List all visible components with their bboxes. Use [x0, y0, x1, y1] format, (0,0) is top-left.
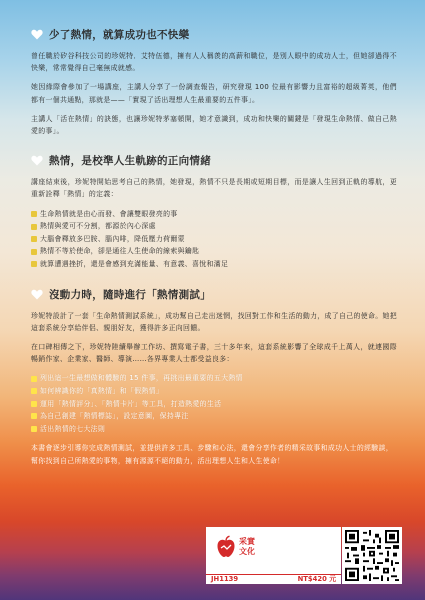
code-price-bar [206, 574, 341, 584]
bullet-icon [31, 413, 37, 419]
section-3-paragraph-2: 在口碑相傳之下，珍妮特陸續舉辦工作坊、撰寫電子書，三十多年來，這套系統影響了全球成千上萬人，就連國際暢銷作家、企業家、醫師、導演……各界專業人士都受益良多： [31, 343, 397, 364]
section-1-paragraph-1: 曾任職於矽谷科技公司的珍妮特．艾特伍德，擁有人人稱羨的高薪和職位，是別人眼中的成功人士，但她卻過得不快樂，常常覺得自己毫無成就感。 [31, 52, 397, 73]
qr-code-icon [342, 527, 402, 584]
list-item [31, 208, 397, 221]
section-3-heading [31, 287, 397, 302]
list-item-text: 大腦會釋放多巴胺、腦內啡，降低壓力荷爾蒙 [40, 234, 185, 243]
section-1-heading-text: 少了熱情，就算成功也不快樂 [49, 29, 190, 41]
section-1-heading [31, 27, 397, 42]
list-item [31, 398, 397, 411]
bullet-icon [31, 376, 37, 382]
list-item [31, 423, 397, 436]
section-1-paragraph-2: 她因緣際會參加了一場講座，主講人分享了一份調查報告，研究發現 100 位最有影響力且富裕的超級菁英，他們都有一個共通點，那就是——「實現了活出理想人生最重要的五件事」。 [31, 83, 397, 104]
publisher-name-line-1: 采實 [239, 537, 255, 546]
qr-code-graphic [345, 530, 399, 581]
section-3-heading-text: 沒動力時，隨時進行「熱情測試」 [49, 288, 211, 301]
list-item-text: 為自己創建「熱情標誌」，設定意圖，保持專注 [40, 412, 189, 421]
section-2 [31, 153, 397, 270]
heart-icon [31, 155, 43, 166]
publisher-name [239, 537, 255, 557]
list-item-text: 活出熱情的七大法則 [40, 424, 106, 433]
bullet-icon [31, 236, 37, 242]
book-code: JH1139 [211, 575, 239, 583]
bullet-icon [31, 211, 37, 217]
section-2-heading [31, 153, 397, 168]
heart-icon [31, 289, 43, 300]
heart-icon [31, 29, 43, 40]
bullet-icon [31, 426, 37, 432]
list-item-text: 運用「熱情評分」、「熱情卡片」等工具，打造熱愛的生活 [40, 399, 222, 408]
list-item-text: 熱情不等於使命，卻是通往人生使命的線索與鑰匙 [40, 247, 200, 256]
list-item [31, 245, 397, 258]
publisher-logo [206, 527, 341, 574]
section-2-paragraph-1: 講座結束後，珍妮特開始思考自己的熱情，她發現，熱情不只是長期或短期目標，而是讓人生回到正軌的導航，更重新詮釋「熱情」的定義： [31, 178, 397, 199]
list-item [31, 258, 397, 271]
bullet-icon [31, 261, 37, 267]
list-item-text: 列出這一生最想做和體驗的 15 件事，再挑出最重要的五大熱情 [40, 374, 243, 383]
list-item [31, 372, 397, 385]
bullet-icon [31, 401, 37, 407]
list-item [31, 233, 397, 246]
section-3-list [31, 372, 397, 435]
list-item [31, 385, 397, 398]
closing-paragraph: 本書會逐步引導你完成熱情測試，並提供許多工具、步驟和心法，還會分享作者的精采故事和成功人士的經驗談，幫你找到自己所熱愛的事物，擁有源源不絕的動力，活出理想人生和人生使命！ [31, 444, 394, 465]
bullet-icon [31, 249, 37, 255]
list-item [31, 410, 397, 423]
list-item-text: 如何辨識你的「真熱情」和「假熱情」 [40, 387, 164, 395]
section-1 [31, 27, 397, 137]
section-2-heading-text: 熱情，是校準人生軌跡的正向情緒 [49, 155, 211, 168]
list-item-text: 熱情與愛可不分割，都源於內心深處 [40, 222, 156, 231]
section-2-list [31, 208, 397, 271]
bullet-icon [31, 388, 37, 394]
list-item-text: 就算遭遇挫折，還是會感到充滿能量、有意義、喜悅和滿足 [40, 260, 229, 268]
section-3-paragraph-1: 珍妮特設計了一套「生命熱情測試系統」，成功幫自己走出迷惘，找回對工作和生活的動力，成了自己的使命。她把這套系統分享給伴侶、親朋好友，獲得許多正向回饋。 [31, 311, 397, 332]
list-item-text: 生命熱情就是由心而發、會讓雙眼發亮的事 [40, 209, 178, 218]
apple-logo-icon [214, 535, 238, 559]
book-price: NT$420 元 [297, 575, 336, 583]
section-3 [31, 287, 397, 467]
bullet-icon [31, 224, 37, 230]
footer [206, 527, 402, 584]
section-1-paragraph-3: 主講人「活在熱情」的訣態，也讓珍妮特茅塞頓開，她才意識到，成功和快樂的關鍵是「發現生命熱情、做自己熱愛的事」。 [31, 114, 397, 136]
publisher-name-line-2: 文化 [239, 547, 255, 556]
list-item [31, 220, 397, 233]
